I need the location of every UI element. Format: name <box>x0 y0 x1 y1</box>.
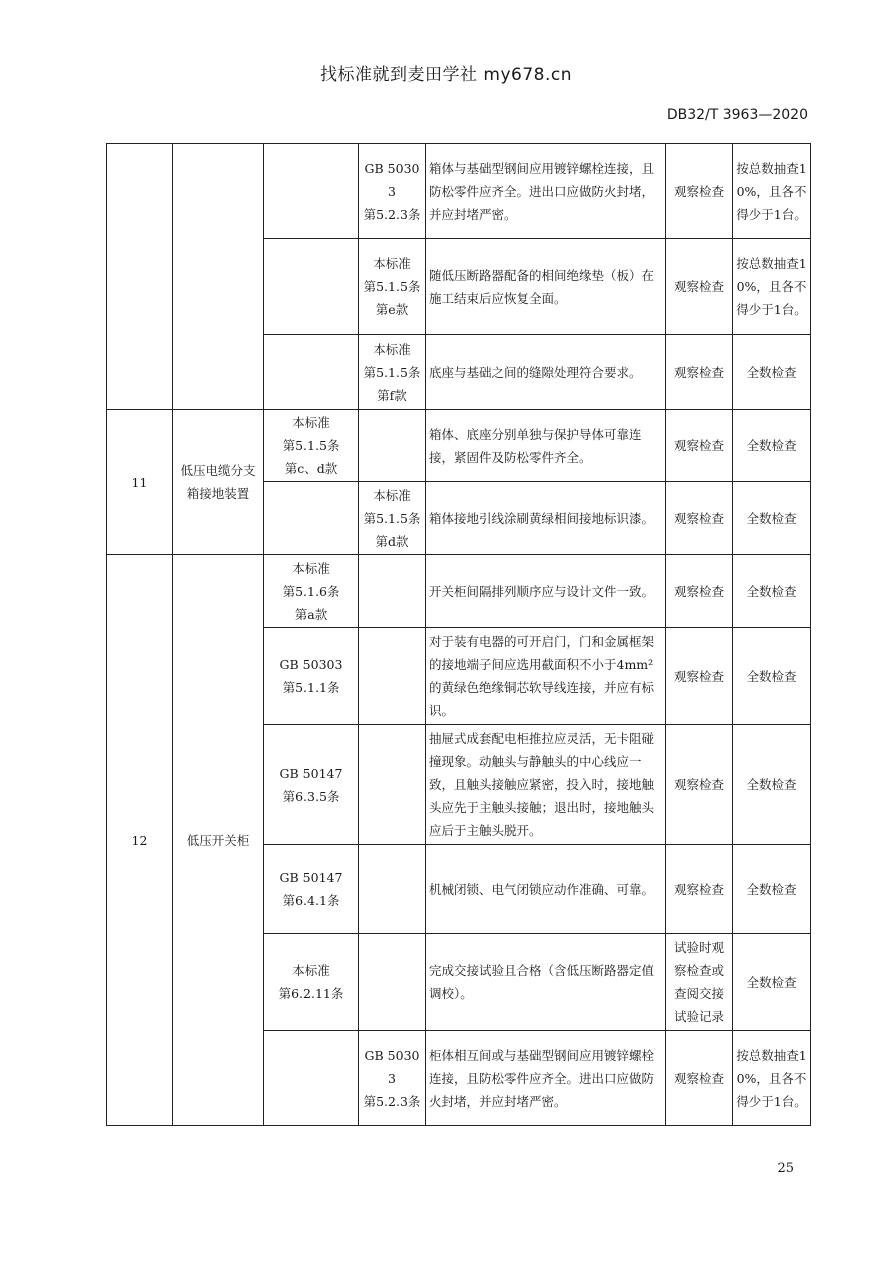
method-cell: 观察检查 <box>666 335 733 410</box>
quantity-cell: 全数检查 <box>733 482 811 555</box>
ref-line: GB 50303 <box>364 160 420 199</box>
method-cell: 观察检查 <box>666 410 733 482</box>
method-cell: 观察检查 <box>666 1031 733 1126</box>
page-number: 25 <box>777 1161 794 1176</box>
item-name-cell: 低压开关柜 <box>173 555 264 1126</box>
reference-cell <box>264 335 359 410</box>
item-number-cell <box>107 144 173 410</box>
reference-cell: 本标准 第6.2.11条 <box>264 934 359 1031</box>
inspection-table <box>106 143 811 1126</box>
quantity-cell: 按总数抽查10%，且各不得少于1台。 <box>733 1031 811 1126</box>
quantity-cell: 全数检查 <box>733 934 811 1031</box>
requirement-cell: 对于装有电器的可开启门，门和金属框架的接地端子间应选用截面积不小于4mm²的黄绿色绝缘铜芯软导线连接，并应有标识。 <box>426 628 666 725</box>
reference-cell <box>359 144 426 239</box>
quantity-cell: 按总数抽查10%，且各不得少于1台。 <box>733 239 811 335</box>
method-cell: 观察检查 <box>666 482 733 555</box>
method-cell: 观察检查 <box>666 555 733 628</box>
method-cell: 观察检查 <box>666 725 733 845</box>
watermark-text: 找标准就到麦田学社 my678.cn <box>320 65 572 85</box>
item-number-cell: 12 <box>107 555 173 1126</box>
quantity-cell: 全数检查 <box>733 410 811 482</box>
item-name-cell: 低压电缆分支箱接地装置 <box>173 410 264 555</box>
reference-cell: 本标准 第5.1.5条 第f款 <box>359 335 426 410</box>
method-cell: 试验时观察检查或查阅交接试验记录 <box>666 934 733 1031</box>
reference-cell <box>359 845 426 934</box>
quantity-cell: 全数检查 <box>733 845 811 934</box>
requirement-cell: 随低压断路器配备的相间绝缘垫（板）在施工结束后应恢复全面。 <box>426 239 666 335</box>
reference-cell: 本标准 第5.1.5条 第c、d款 <box>264 410 359 482</box>
reference-cell <box>264 1031 359 1126</box>
reference-cell: GB 50303 第5.1.1条 <box>264 628 359 725</box>
reference-cell: GB 50147 第6.3.5条 <box>264 725 359 845</box>
requirement-cell: 机械闭锁、电气闭锁应动作准确、可靠。 <box>426 845 666 934</box>
reference-cell <box>359 410 426 482</box>
method-cell: 观察检查 <box>666 239 733 335</box>
requirement-cell: 底座与基础之间的缝隙处理符合要求。 <box>426 335 666 410</box>
reference-cell <box>264 239 359 335</box>
table-row <box>107 410 811 482</box>
method-cell: 观察检查 <box>666 845 733 934</box>
ref-line: 第5.2.3条 <box>363 206 421 222</box>
reference-cell <box>264 482 359 555</box>
method-cell: 观察检查 <box>666 628 733 725</box>
reference-cell <box>359 934 426 1031</box>
quantity-cell: 全数检查 <box>733 335 811 410</box>
quantity-cell: 全数检查 <box>733 628 811 725</box>
table-row <box>107 144 811 239</box>
reference-cell <box>359 555 426 628</box>
requirement-cell: 抽屉式成套配电柜推拉应灵活，无卡阻碰撞现象。动触头与静触头的中心线应一致，且触头接触应紧密，投入时，接地触头应先于主触头接触；退出时，接地触头应后于主触头脱开。 <box>426 725 666 845</box>
reference-cell: GB 50147 第6.4.1条 <box>264 845 359 934</box>
reference-cell <box>359 725 426 845</box>
item-name-cell <box>173 144 264 410</box>
item-number-cell: 11 <box>107 410 173 555</box>
reference-cell: GB 50303 第5.2.3条 <box>359 1031 426 1126</box>
quantity-cell: 全数检查 <box>733 725 811 845</box>
requirement-cell: 箱体接地引线涂刷黄绿相间接地标识漆。 <box>426 482 666 555</box>
document-number: DB32/T 3963—2020 <box>666 107 808 123</box>
method-cell: 观察检查 <box>666 144 733 239</box>
reference-cell: 本标准 第5.1.5条 第e款 <box>359 239 426 335</box>
requirement-cell: 箱体与基础型钢间应用镀锌螺栓连接，且防松零件应齐全。进出口应做防火封堵，并应封堵严密。 <box>426 144 666 239</box>
quantity-cell: 按总数抽查10%，且各不得少于1台。 <box>733 144 811 239</box>
reference-cell <box>264 144 359 239</box>
requirement-cell: 箱体、底座分别单独与保护导体可靠连接，紧固件及防松零件齐全。 <box>426 410 666 482</box>
table-row <box>107 555 811 628</box>
requirement-cell: 完成交接试验且合格（含低压断路器定值调校）。 <box>426 934 666 1031</box>
reference-cell: 本标准 第5.1.6条 第a款 <box>264 555 359 628</box>
reference-cell: 本标准 第5.1.5条 第d款 <box>359 482 426 555</box>
requirement-cell: 开关柜间隔排列顺序应与设计文件一致。 <box>426 555 666 628</box>
requirement-cell: 柜体相互间或与基础型钢间应用镀锌螺栓连接，且防松零件应齐全。进出口应做防火封堵，并应封堵严密。 <box>426 1031 666 1126</box>
reference-cell <box>359 628 426 725</box>
quantity-cell: 全数检查 <box>733 555 811 628</box>
